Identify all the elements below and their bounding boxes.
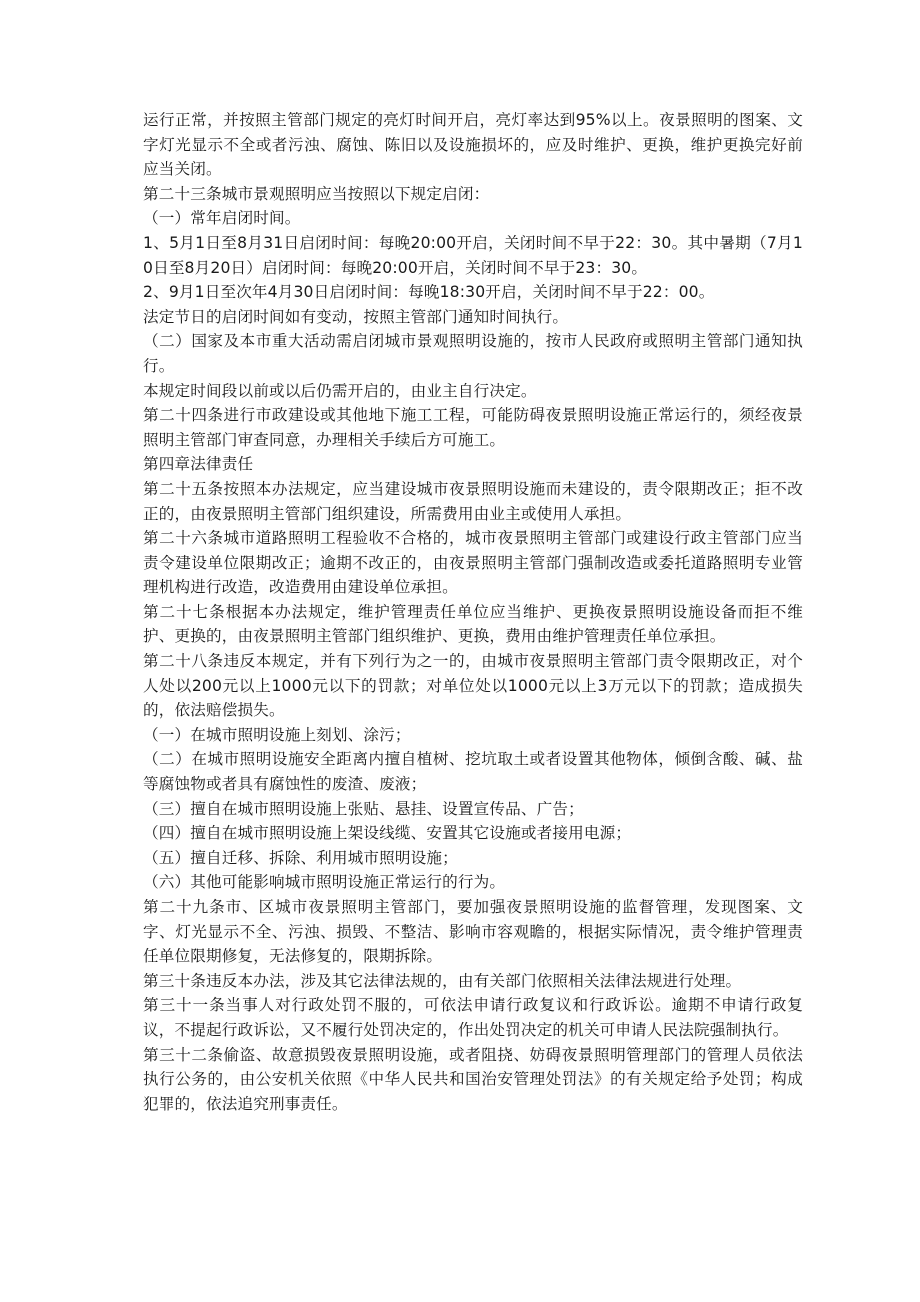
article-24: 第二十四条进行市政建设或其他地下施工工程，可能防碍夜景照明设施正常运行的，须经夜景照明主管部门审查同意，办理相关手续后方可施工。 — [143, 406, 803, 449]
article-28-item-2: （二）在城市照明设施安全距离内擅自植树、挖坑取土或者设置其他物体，倾倒含酸、碱、盐等腐蚀物或者具有腐蚀性的废渣、废液； — [143, 750, 803, 794]
article-29: 第二十九条市、区城市夜景照明主管部门，要加强夜景照明设施的监督管理，发现图案、文字、灯光显示不全、污浊、损毁、不整洁、影响市容观瞻的，根据实际情况，责令维护管理责任单位限期修复，无法修复的，限期拆除。 — [143, 898, 803, 966]
article-23-schedule-summer: 1、5月1日至8月31日启闭时间：每晚20:00开启，关闭时间不早于22：30。其中暑期（7月10日至8月20日）启闭时间：每晚20:00开启，关闭时间不早于23：30。 — [143, 233, 803, 277]
article-32: 第三十二条偷盗、故意损毁夜景照明设施，或者阻挠、妨碍夜景照明管理部门的管理人员依法执行公务的，由公安机关依照《中华人民共和国治安管理处罚法》的有关规定给予处罚；构成犯罪的，依法追究刑事责任。 — [143, 1045, 803, 1113]
article-28-item-5: （五）擅自迁移、拆除、利用城市照明设施； — [143, 848, 458, 867]
chapter-4-heading: 第四章法律责任 — [143, 455, 254, 474]
article-23-heading: 第二十三条城市景观照明应当按照以下规定启闭： — [143, 184, 490, 203]
article-23-holiday-note: 法定节日的启闭时间如有变动，按照主管部门通知时间执行。 — [143, 307, 569, 326]
article-28-item-6: （六）其他可能影响城市照明设施正常运行的行为。 — [143, 873, 506, 892]
article-23-owner-note: 本规定时间段以前或以后仍需开启的，由业主自行决定。 — [143, 381, 537, 400]
article-31: 第三十一条当事人对行政处罚不服的，可依法申请行政复议和行政诉讼。逾期不申请行政复议，不提起行政诉讼，又不履行处罚决定的，作出处罚决定的机关可申请人民法院强制执行。 — [143, 996, 803, 1039]
article-28-item-4: （四）擅自在城市照明设施上架设线缆、安置其它设施或者接用电源； — [143, 824, 632, 843]
article-30: 第三十条违反本办法，涉及其它法律法规的，由有关部门依照相关法律法规进行处理。 — [143, 971, 742, 990]
article-27: 第二十七条根据本办法规定，维护管理责任单位应当维护、更换夜景照明设施设备而拒不维护、更换的，由夜景照明主管部门组织维护、更换，费用由维护管理责任单位承担。 — [143, 602, 803, 646]
article-28-item-3: （三）擅自在城市照明设施上张贴、悬挂、设置宣传品、广告； — [143, 799, 584, 818]
article-28: 第二十八条违反本规定，并有下列行为之一的，由城市夜景照明主管部门责令限期改正，对个人处以200元以上1000元以下的罚款；对单位处以1000元以上3万元以下的罚款；造成损失的，依法赔偿损失。 — [143, 652, 803, 720]
article-28-item-1: （一）在城市照明设施上刻划、涂污； — [143, 725, 411, 744]
document-body — [143, 108, 803, 1116]
article-23-item-2: （二）国家及本市重大活动需启闭城市景观照明设施的，按市人民政府或照明主管部门通知执行。 — [143, 332, 803, 375]
article-26: 第二十六条城市道路照明工程验收不合格的，城市夜景照明主管部门或建设行政主管部门应当责令建设单位限期改正；逾期不改正的，由夜景照明主管部门强制改造或委托道路照明专业管理机构进行改造，改造费用由建设单位承担。 — [143, 529, 803, 597]
paragraph-lighting-maintenance: 运行正常，并按照主管部门规定的亮灯时间开启，亮灯率达到95%以上。夜景照明的图案、文字灯光显示不全或者污浊、腐蚀、陈旧以及设施损坏的，应及时维护、更换，维护更换完好前应当关闭。 — [143, 111, 803, 179]
article-23-item-1: （一）常年启闭时间。 — [143, 209, 301, 228]
article-23-schedule-winter: 2、9月1日至次年4月30日启闭时间：每晚18:30开启，关闭时间不早于22：00。 — [143, 283, 715, 302]
article-25: 第二十五条按照本办法规定，应当建设城市夜景照明设施而未建设的，责令限期改正；拒不改正的，由夜景照明主管部门组织建设，所需费用由业主或使用人承担。 — [143, 479, 803, 523]
